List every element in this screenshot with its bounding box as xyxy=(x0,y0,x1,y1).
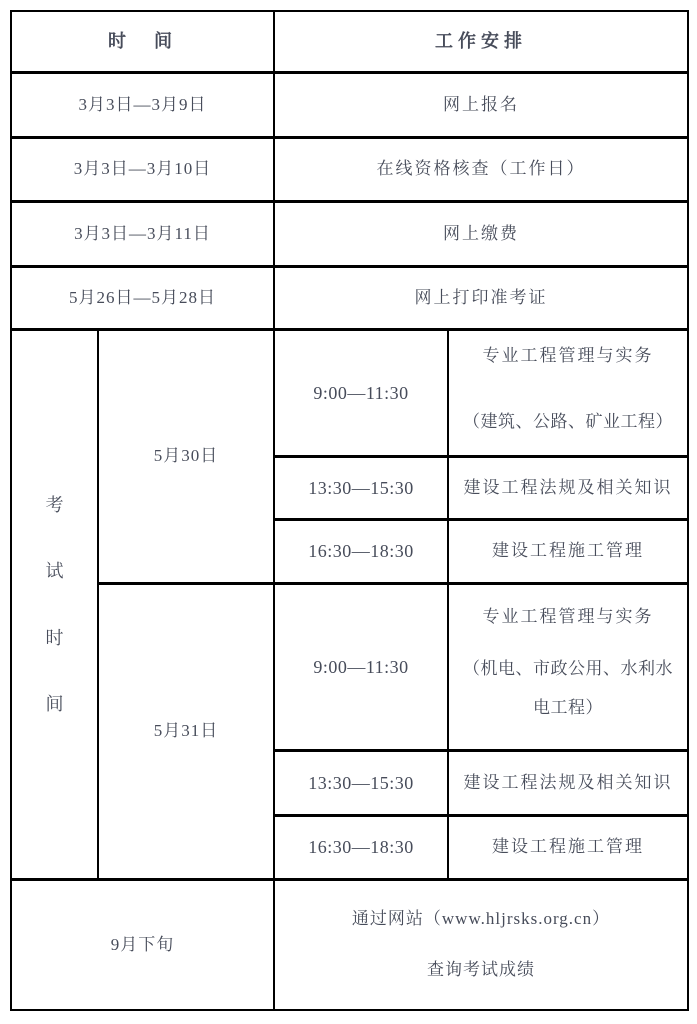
exam-time-vertical-label xyxy=(12,331,99,881)
slot-time-cell: 13:30—15:30 xyxy=(275,752,449,817)
result-website-line: 通过网站（www.hljrsks.org.cn） xyxy=(351,909,611,929)
exam-label-char: 考 xyxy=(45,494,64,515)
exam-schedule-table xyxy=(10,10,689,1011)
result-info-cell xyxy=(275,881,687,1009)
schedule-time-cell: 3月3日—3月11日 xyxy=(12,203,275,268)
subject-name: 建设工程法规及相关知识 xyxy=(463,477,673,497)
schedule-task-cell: 网上缴费 xyxy=(275,203,687,268)
schedule-task-cell: 在线资格核查（工作日） xyxy=(275,139,687,203)
slot-subject-cell xyxy=(449,331,687,458)
slot-time-cell: 16:30—18:30 xyxy=(275,817,449,881)
slot-subject-cell xyxy=(449,521,687,585)
schedule-time-cell: 5月26日—5月28日 xyxy=(12,268,275,331)
exam-label-char: 间 xyxy=(45,693,64,714)
exam-date-cell: 5月31日 xyxy=(99,585,275,881)
slot-time-cell: 9:00—11:30 xyxy=(275,585,449,752)
slot-subject-cell xyxy=(449,458,687,521)
subject-detail: （机电、市政公用、水利水电工程） xyxy=(463,659,673,718)
subject-name: 建设工程法规及相关知识 xyxy=(463,772,673,792)
exam-label-char: 试 xyxy=(45,561,64,582)
result-time-cell: 9月下旬 xyxy=(12,881,275,1009)
result-query-line: 查询考试成绩 xyxy=(427,960,535,979)
exam-date-cell: 5月30日 xyxy=(99,331,275,585)
schedule-task-cell: 网上报名 xyxy=(275,74,687,139)
slot-time-cell: 13:30—15:30 xyxy=(275,458,449,521)
slot-subject-cell xyxy=(449,585,687,752)
slot-subject-cell xyxy=(449,752,687,817)
slot-time-cell: 9:00—11:30 xyxy=(275,331,449,458)
exam-label-char: 时 xyxy=(45,627,64,648)
schedule-time-cell: 3月3日—3月10日 xyxy=(12,139,275,203)
schedule-task-cell: 网上打印准考证 xyxy=(275,268,687,331)
subject-name: 建设工程施工管理 xyxy=(492,541,644,561)
slot-subject-cell xyxy=(449,817,687,881)
slot-time-cell: 16:30—18:30 xyxy=(275,521,449,585)
subject-detail: （建筑、公路、矿业工程） xyxy=(463,411,673,431)
header-work-cell: 工作安排 xyxy=(275,12,687,74)
header-time-cell: 时 间 xyxy=(12,12,275,74)
subject-name: 专业工程管理与实务 xyxy=(482,607,654,627)
subject-name: 建设工程施工管理 xyxy=(492,837,644,857)
subject-name: 专业工程管理与实务 xyxy=(482,345,654,365)
schedule-time-cell: 3月3日—3月9日 xyxy=(12,74,275,139)
